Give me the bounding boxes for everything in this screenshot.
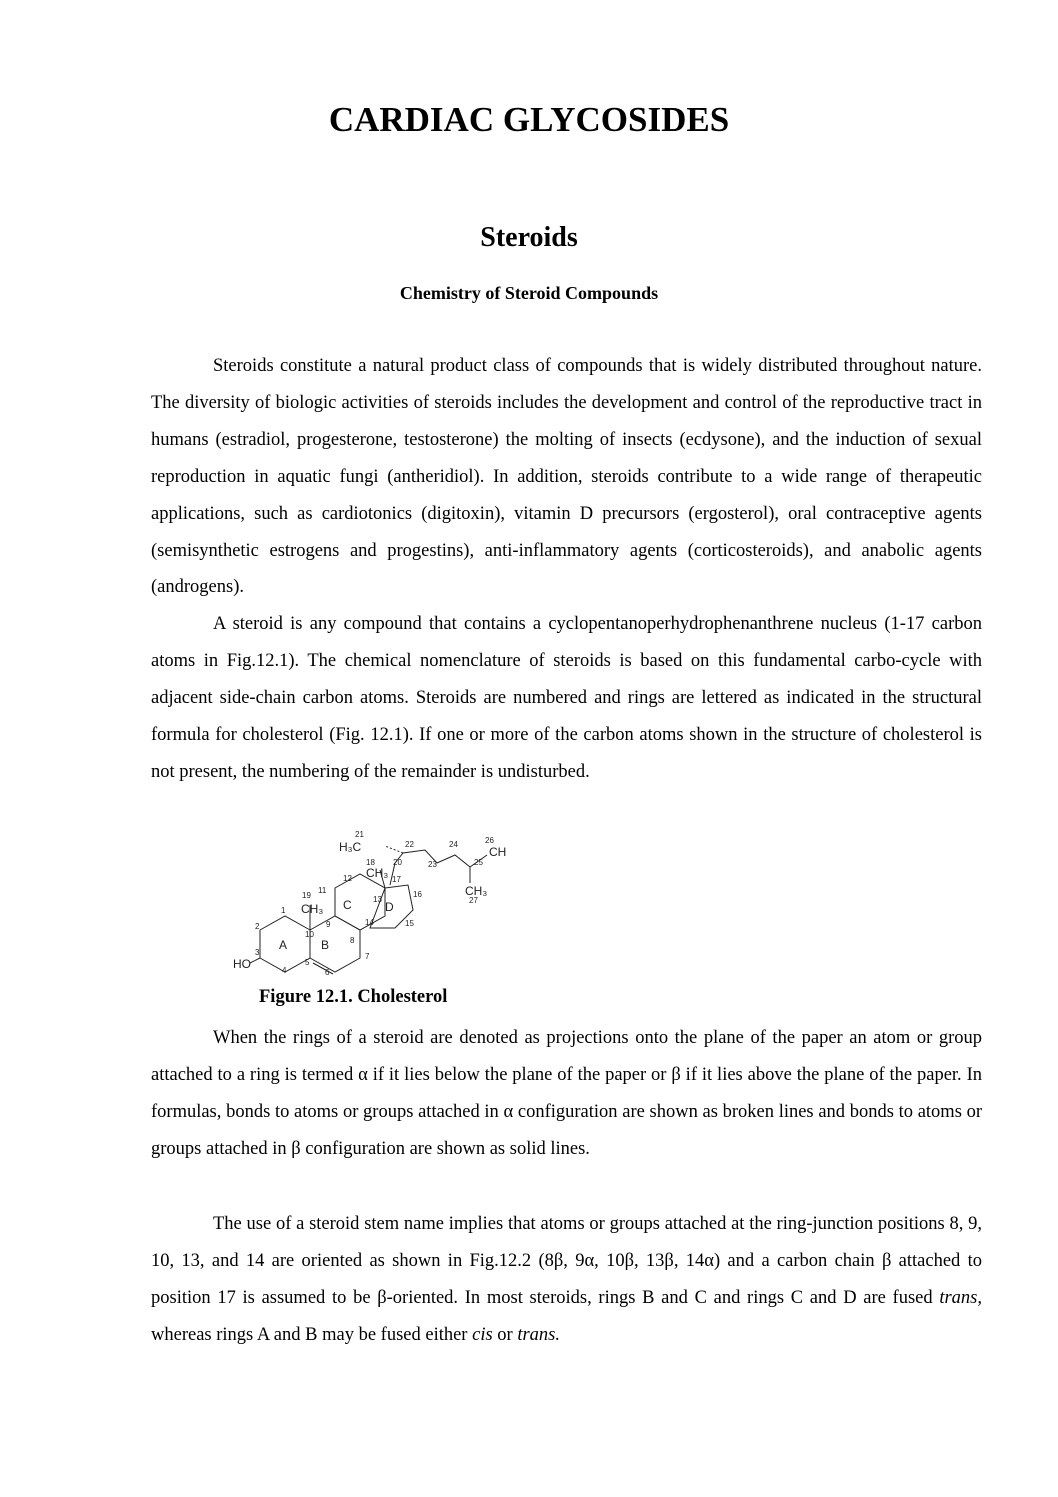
atom-number-13: 13	[373, 895, 382, 904]
atom-number-10: 10	[305, 930, 314, 939]
italic-cis: cis	[472, 1324, 493, 1345]
methyl-18-label: CH₃	[366, 866, 389, 880]
atom-number-1: 1	[281, 906, 286, 915]
atom-number-25: 25	[474, 858, 483, 867]
atom-number-18: 18	[366, 858, 375, 867]
atom-number-9: 9	[326, 920, 331, 929]
atom-number-23: 23	[428, 860, 437, 869]
paragraph-alpha-beta: When the rings of a steroid are denoted as projections onto the plane of the paper an atom or group attached to a ring is termed α if it lies below the plane of the paper or β if it lies above the plane of the paper. In formulas, bonds to atoms or groups attached in α configuration are shown as broken lines and bonds to atoms or groups attached in β configuration are shown as solid lines.	[151, 1028, 982, 1159]
atom-number-12: 12	[343, 874, 352, 883]
paragraph-intro: Steroids constitute a natural product class of compounds that is widely distributed throughout nature. The diversity of biologic activities of steroids includes the development and control of the reproductive tract in humans (estradiol, progesterone, testosterone) the molting of insects (ecdysone), and the induction of sexual reproduction in aquatic fungi (antheridiol). In addition, steroids contribute to a wide range of therapeutic applications, such as cardiotonics (digitoxin), vitamin D precursors (ergosterol), oral contraceptive agents (semisynthetic estrogens and progestins), anti-inflammatory agents (corticosteroids), and anabolic agents (androgens).	[151, 356, 982, 598]
atom-number-16: 16	[413, 890, 422, 899]
atom-number-5: 5	[305, 958, 310, 967]
atom-number-22: 22	[405, 840, 414, 849]
atom-number-15: 15	[405, 919, 414, 928]
section-heading: Chemistry of Steroid Compounds	[399, 283, 659, 303]
methyl-19-label: CH₃	[301, 902, 324, 916]
atom-number-20: 20	[393, 858, 402, 867]
atom-number-27: 27	[469, 896, 478, 905]
ring-label-c: C	[343, 898, 352, 912]
ring-label-d: D	[385, 900, 394, 914]
atom-number-6: 6	[325, 968, 330, 975]
stem-name-text-2: whereas rings A and B may be fused either	[151, 1324, 473, 1345]
methyl-27-label: CH₃	[465, 884, 488, 898]
methyl-21-label: H₃C	[339, 840, 362, 854]
atom-number-3: 3	[255, 948, 260, 957]
atom-number-14: 14	[365, 918, 374, 927]
atom-number-8: 8	[350, 936, 355, 945]
page-title: CARDIAC GLYCOSIDES	[328, 100, 730, 139]
cholesterol-structure-diagram	[225, 825, 525, 975]
atom-number-19: 19	[302, 891, 311, 900]
atom-number-4: 4	[282, 966, 287, 975]
ring-label-a: A	[279, 938, 288, 952]
atom-number-11: 11	[318, 886, 327, 895]
stem-name-text-3: or	[492, 1324, 518, 1345]
chapter-subtitle: Steroids	[480, 222, 578, 253]
methyl-21-bond	[385, 846, 403, 853]
ring-label-b: B	[321, 938, 330, 952]
figure-caption: Figure 12.1. Cholesterol	[259, 987, 448, 1007]
italic-trans-1: trans,	[939, 1287, 982, 1308]
ch-26-label: CH	[489, 845, 507, 859]
atom-number-17: 17	[392, 875, 401, 884]
hydroxyl-bond	[250, 958, 260, 963]
atom-number-26: 26	[485, 836, 494, 845]
atom-number-7: 7	[365, 952, 370, 961]
paragraph-steroid-definition: A steroid is any compound that contains a cyclopentanoperhydrophenanthrene nucleus (1-17 carbon atoms in Fig.12.1). The chemical nomenclature of steroids is based on this fundamental carbo-cycle with adjacent side-chain carbon atoms. Steroids are numbered and rings are lettered as indicated in the structural formula for cholesterol (Fig. 12.1). If one or more of the carbon atoms shown in the structure of cholesterol is not present, the numbering of the remainder is undisturbed.	[151, 614, 982, 782]
atom-number-21: 21	[355, 830, 364, 839]
paragraph-stem-name	[151, 1206, 982, 1354]
italic-trans-2: trans.	[517, 1324, 561, 1345]
stem-name-text: The use of a steroid stem name implies that atoms or groups attached at the ring-junction positions 8, 9, 10, 13, and 14 are oriented as shown in Fig.12.2 (8β, 9α, 10β, 13β, 14α) and a carbon chain β attached to position 17 is assumed to be β-oriented. In most steroids, rings B and C and rings C and D are fused	[151, 1214, 982, 1308]
atom-number-24: 24	[449, 840, 458, 849]
atom-number-2: 2	[255, 922, 260, 931]
double-bond-5-6	[313, 963, 333, 974]
hydroxyl-group-label: HO	[233, 957, 251, 971]
